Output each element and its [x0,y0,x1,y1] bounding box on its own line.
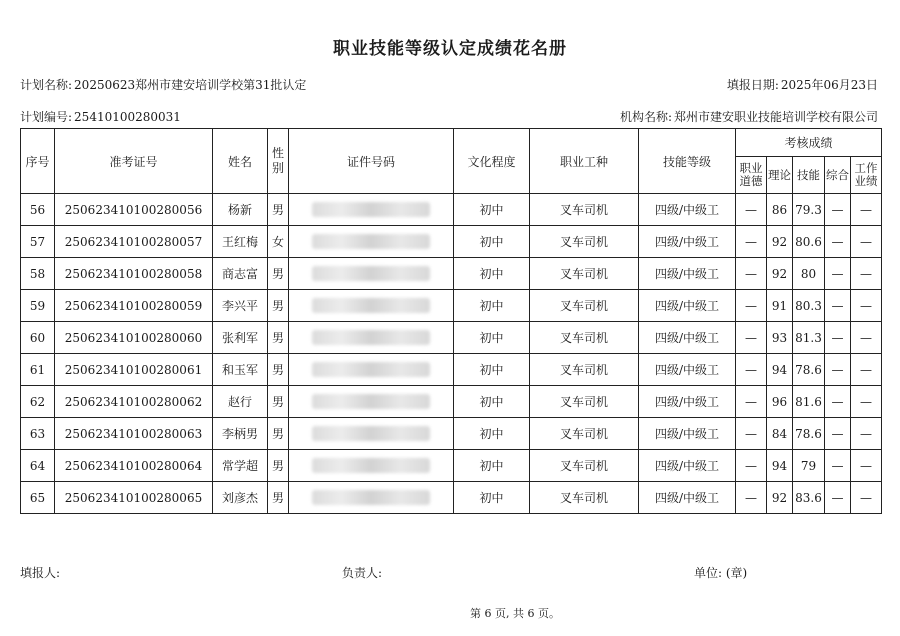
cell-education: 初中 [454,386,530,418]
cell-theory: 92 [767,258,793,290]
cell-level: 四级/中级工 [639,418,736,450]
cell-overall: — [825,354,851,386]
cell-education: 初中 [454,482,530,514]
cell-work: — [851,386,882,418]
cell-level: 四级/中级工 [639,290,736,322]
header-ethics: 职业道德 [736,157,767,194]
cell-ethics: — [736,322,767,354]
cell-theory: 93 [767,322,793,354]
cell-seq: 63 [21,418,55,450]
header-id-no: 证件号码 [289,129,454,194]
cell-gender: 男 [268,194,289,226]
cell-id-no-redacted [289,290,454,322]
cell-name: 赵行 [213,386,268,418]
redacted-id-blur [312,362,430,377]
cell-ethics: — [736,226,767,258]
cell-education: 初中 [454,418,530,450]
table-row [21,322,882,354]
header-name: 姓名 [213,129,268,194]
cell-seq: 61 [21,354,55,386]
table-row [21,418,882,450]
cell-occupation: 叉车司机 [530,226,639,258]
cell-exam-no: 250623410100280063 [55,418,213,450]
cell-work: — [851,226,882,258]
cell-overall: — [825,226,851,258]
cell-name: 王红梅 [213,226,268,258]
redacted-id-blur [312,330,430,345]
cell-seq: 57 [21,226,55,258]
header-overall: 综合 [825,157,851,194]
cell-ethics: — [736,418,767,450]
plan-name-value: 20250623郑州市建安培训学校第31批认定 [74,78,307,92]
cell-work: — [851,482,882,514]
page-info: 第 6 页, 共 6 页。 [470,607,560,620]
cell-name: 刘彦杰 [213,482,268,514]
header-education: 文化程度 [454,129,530,194]
plan-name-label: 计划名称: [20,78,73,92]
table-row [21,194,882,226]
cell-id-no-redacted [289,482,454,514]
cell-name: 和玉军 [213,354,268,386]
plan-name-line [20,76,306,93]
cell-skill: 78.6 [793,418,825,450]
cell-work: — [851,194,882,226]
redacted-id-blur [312,266,430,281]
cell-theory: 92 [767,226,793,258]
cell-work: — [851,322,882,354]
cell-ethics: — [736,258,767,290]
cell-occupation: 叉车司机 [530,322,639,354]
cell-id-no-redacted [289,354,454,386]
cell-exam-no: 250623410100280056 [55,194,213,226]
cell-gender: 男 [268,450,289,482]
fill-date-label: 填报日期: [726,78,779,92]
cell-occupation: 叉车司机 [530,482,639,514]
cell-exam-no: 250623410100280062 [55,386,213,418]
cell-ethics: — [736,450,767,482]
document-title: 职业技能等级认定成绩花名册 [333,39,567,59]
cell-skill: 80 [793,258,825,290]
redacted-id-blur [312,234,430,249]
plan-no-value: 25410100280031 [74,110,181,124]
cell-skill: 81.6 [793,386,825,418]
cell-education: 初中 [454,450,530,482]
fill-date-value: 2025年06月23日 [780,78,878,92]
redacted-id-blur [312,458,430,473]
cell-overall: — [825,418,851,450]
header-gender: 性别 [268,129,289,194]
cell-theory: 94 [767,354,793,386]
cell-work: — [851,258,882,290]
cell-education: 初中 [454,322,530,354]
cell-overall: — [825,482,851,514]
cell-overall: — [825,322,851,354]
cell-overall: — [825,290,851,322]
cell-ethics: — [736,194,767,226]
cell-work: — [851,290,882,322]
cell-gender: 男 [268,322,289,354]
cell-name: 杨新 [213,194,268,226]
org-line [620,108,878,125]
cell-overall: — [825,450,851,482]
header-theory: 理论 [767,157,793,194]
cell-id-no-redacted [289,322,454,354]
cell-level: 四级/中级工 [639,258,736,290]
cell-education: 初中 [454,226,530,258]
cell-id-no-redacted [289,450,454,482]
cell-skill: 79.3 [793,194,825,226]
cell-seq: 56 [21,194,55,226]
cell-exam-no: 250623410100280059 [55,290,213,322]
fill-date-line [727,76,878,93]
cell-skill: 81.3 [793,322,825,354]
cell-id-no-redacted [289,418,454,450]
cell-name: 张利军 [213,322,268,354]
roster-body [21,194,882,514]
header-scores: 考核成绩 [736,129,882,157]
redacted-id-blur [312,490,430,505]
responsible-label: 负责人: [342,566,383,580]
plan-no-label: 计划编号: [20,110,73,124]
cell-education: 初中 [454,194,530,226]
cell-level: 四级/中级工 [639,386,736,418]
cell-seq: 65 [21,482,55,514]
cell-name: 常学超 [213,450,268,482]
org-value: 郑州市建安职业技能培训学校有限公司 [673,110,878,124]
cell-theory: 86 [767,194,793,226]
cell-education: 初中 [454,258,530,290]
cell-skill: 80.6 [793,226,825,258]
cell-gender: 男 [268,418,289,450]
cell-work: — [851,450,882,482]
cell-gender: 女 [268,226,289,258]
cell-seq: 60 [21,322,55,354]
cell-gender: 男 [268,386,289,418]
cell-id-no-redacted [289,258,454,290]
cell-seq: 62 [21,386,55,418]
cell-theory: 84 [767,418,793,450]
org-label: 机构名称: [619,110,672,124]
cell-occupation: 叉车司机 [530,290,639,322]
redacted-id-blur [312,298,430,313]
redacted-id-blur [312,394,430,409]
cell-name: 商志富 [213,258,268,290]
table-row [21,226,882,258]
cell-gender: 男 [268,354,289,386]
cell-exam-no: 250623410100280064 [55,450,213,482]
table-row [21,258,882,290]
redacted-id-blur [312,426,430,441]
cell-gender: 男 [268,290,289,322]
cell-id-no-redacted [289,226,454,258]
cell-ethics: — [736,354,767,386]
cell-occupation: 叉车司机 [530,258,639,290]
cell-ethics: — [736,482,767,514]
cell-skill: 83.6 [793,482,825,514]
cell-seq: 64 [21,450,55,482]
cell-skill: 78.6 [793,354,825,386]
cell-name: 李柄男 [213,418,268,450]
table-row [21,290,882,322]
cell-seq: 59 [21,290,55,322]
redacted-id-blur [312,202,430,217]
cell-seq: 58 [21,258,55,290]
filler-label: 填报人: [20,566,61,580]
header-skill: 技能 [793,157,825,194]
header-work: 工作业绩 [851,157,882,194]
cell-work: — [851,354,882,386]
cell-level: 四级/中级工 [639,322,736,354]
cell-level: 四级/中级工 [639,226,736,258]
table-row [21,354,882,386]
cell-level: 四级/中级工 [639,450,736,482]
cell-ethics: — [736,290,767,322]
cell-skill: 80.3 [793,290,825,322]
cell-theory: 91 [767,290,793,322]
table-row [21,450,882,482]
cell-theory: 96 [767,386,793,418]
cell-level: 四级/中级工 [639,482,736,514]
cell-overall: — [825,386,851,418]
cell-occupation: 叉车司机 [530,194,639,226]
cell-overall: — [825,258,851,290]
cell-ethics: — [736,386,767,418]
unit-stamp-label: 单位: (章) [694,566,748,580]
cell-level: 四级/中级工 [639,194,736,226]
header-seq: 序号 [21,129,55,194]
plan-no-line [20,108,181,125]
cell-level: 四级/中级工 [639,354,736,386]
cell-exam-no: 250623410100280057 [55,226,213,258]
header-level: 技能等级 [639,129,736,194]
cell-exam-no: 250623410100280061 [55,354,213,386]
cell-skill: 79 [793,450,825,482]
cell-occupation: 叉车司机 [530,354,639,386]
header-exam-no: 准考证号 [55,129,213,194]
cell-name: 李兴平 [213,290,268,322]
cell-id-no-redacted [289,386,454,418]
cell-education: 初中 [454,354,530,386]
cell-theory: 94 [767,450,793,482]
cell-gender: 男 [268,482,289,514]
table-row [21,482,882,514]
cell-work: — [851,418,882,450]
cell-occupation: 叉车司机 [530,418,639,450]
cell-overall: — [825,194,851,226]
score-roster-table [20,128,882,514]
cell-theory: 92 [767,482,793,514]
cell-education: 初中 [454,290,530,322]
cell-exam-no: 250623410100280060 [55,322,213,354]
cell-occupation: 叉车司机 [530,386,639,418]
table-row [21,386,882,418]
cell-gender: 男 [268,258,289,290]
cell-exam-no: 250623410100280065 [55,482,213,514]
header-occupation: 职业工种 [530,129,639,194]
cell-occupation: 叉车司机 [530,450,639,482]
cell-exam-no: 250623410100280058 [55,258,213,290]
cell-id-no-redacted [289,194,454,226]
